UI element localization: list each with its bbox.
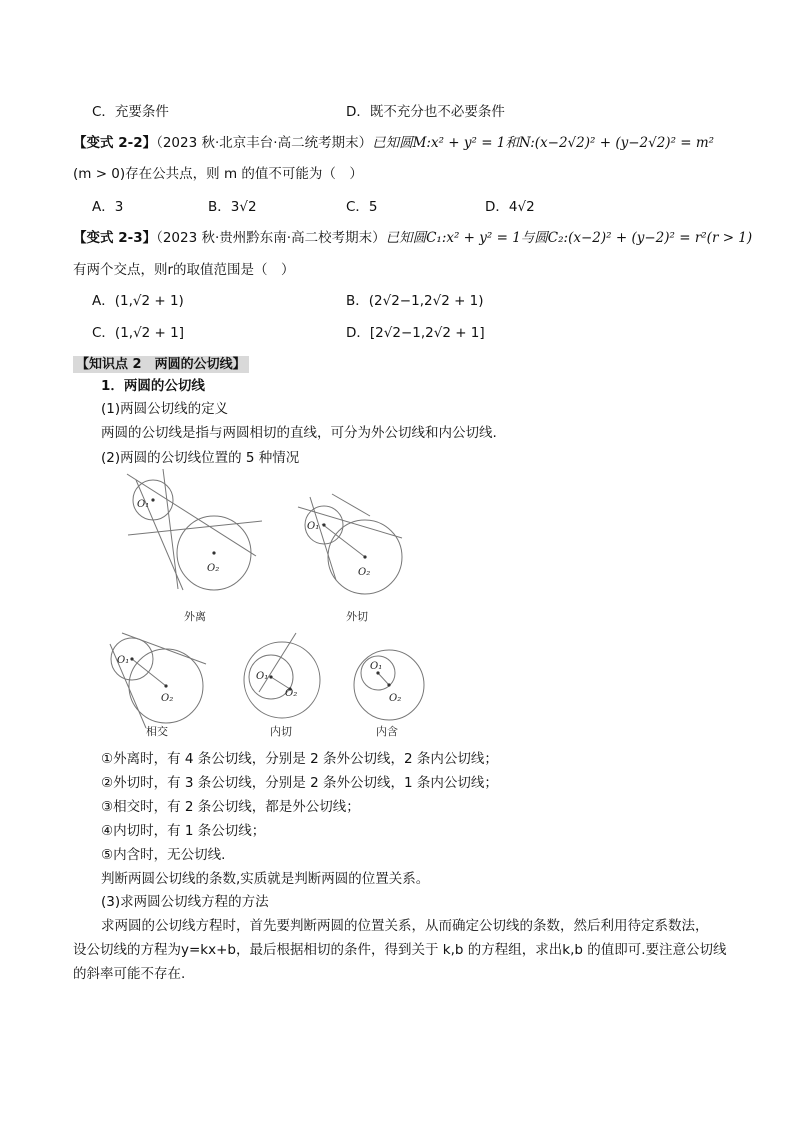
question-source: （2023 秋·贵州黔东南·高二校考期末） xyxy=(156,230,386,246)
caption-separate: 外离 xyxy=(184,610,206,623)
figure-separate xyxy=(127,469,262,590)
label-o1: O₁ xyxy=(256,671,269,682)
question-2-2-line2: (m > 0)存在公共点，则 m 的值不可能为（ ） xyxy=(73,166,363,182)
q23-option-d: D．[2√2−1,2√2 + 1] xyxy=(346,325,485,341)
label-o2: O₂ xyxy=(389,693,402,704)
method-paragraph-line2: 设公切线的方程为y=kx+b，最后根据相切的条件，得到关于 k,b 的方程组，求出k,b 的值即可.要注意公切线 xyxy=(73,942,727,958)
caption-intersecting: 相交 xyxy=(146,725,168,738)
label-o2: O₂ xyxy=(207,563,220,574)
label-o1: O₁ xyxy=(137,499,150,510)
label-o1: O₁ xyxy=(370,661,383,672)
q22-option-d: D．4√2 xyxy=(485,199,535,215)
option-d: D．既不充分也不必要条件 xyxy=(346,104,505,120)
question-stem: 已知圆M:x² + y² = 1和N:(x−2√2)² + (y−2√2)² = m² xyxy=(372,135,715,151)
label-o2: O₂ xyxy=(358,567,371,578)
q22-option-b: B．3√2 xyxy=(208,199,257,215)
caption-internally-tangent: 内切 xyxy=(270,725,292,738)
option-c: C．充要条件 xyxy=(92,104,169,120)
method-paragraph-line3: 的斜率可能不存在. xyxy=(73,966,186,982)
q23-option-b: B．(2√2−1,2√2 + 1) xyxy=(346,293,484,309)
question-tag: 【变式 2-2】 xyxy=(73,135,157,151)
definition-text: 两圆的公切线是指与两圆相切的直线，可分为外公切线和内公切线. xyxy=(101,425,497,441)
case-item: ②外切时，有 3 条公切线，分别是 2 条外公切线，1 条内公切线； xyxy=(101,775,498,791)
case-item: ④内切时，有 1 条公切线； xyxy=(101,823,266,839)
case-item: ③相交时，有 2 条公切线，都是外公切线； xyxy=(101,799,360,815)
figure-externally-tangent xyxy=(298,494,402,594)
q22-option-c: C．5 xyxy=(346,199,378,215)
summary-text: 判断两圆公切线的条数,实质就是判断两圆的位置关系。 xyxy=(101,871,430,887)
caption-contained: 内含 xyxy=(376,725,398,738)
section-heading: 1．两圆的公切线 xyxy=(101,378,205,394)
method-paragraph-line1: 求两圆的公切线方程时，首先要判断两圆的位置关系，从而确定公切线的条数，然后利用待定系数法， xyxy=(101,918,709,934)
label-o1: O₁ xyxy=(307,521,320,532)
q23-option-c: C．(1,√2 + 1] xyxy=(92,325,185,341)
case-item: ⑤内含时，无公切线. xyxy=(101,847,226,863)
case-item: ①外离时，有 4 条公切线，分别是 2 条外公切线，2 条内公切线； xyxy=(101,751,498,767)
subsection-cases: (2)两圆的公切线位置的 5 种情况 xyxy=(101,450,300,466)
label-o2: O₂ xyxy=(285,688,298,699)
knowledge-point-title: 【知识点 2 两圆的公切线】 xyxy=(73,356,249,373)
question-2-3-line2: 有两个交点，则r的取值范围是（ ） xyxy=(73,262,295,278)
label-o2: O₂ xyxy=(161,693,174,704)
question-stem: 已知圆C₁:x² + y² = 1与圆C₂:(x−2)² + (y−2)² = r²(r > 1) xyxy=(385,230,753,246)
figure-intersecting xyxy=(110,633,206,728)
question-tag: 【变式 2-3】 xyxy=(73,230,157,246)
label-o1: O₁ xyxy=(117,655,130,666)
subsection-method: (3)求两圆公切线方程的方法 xyxy=(101,894,269,910)
q22-option-a: A．3 xyxy=(92,199,124,215)
q23-option-a: A．(1,√2 + 1) xyxy=(92,293,184,309)
subsection-definition: (1)两圆公切线的定义 xyxy=(101,401,229,417)
question-source: （2023 秋·北京丰台·高二统考期末） xyxy=(156,135,373,151)
caption-externally-tangent: 外切 xyxy=(346,610,368,623)
